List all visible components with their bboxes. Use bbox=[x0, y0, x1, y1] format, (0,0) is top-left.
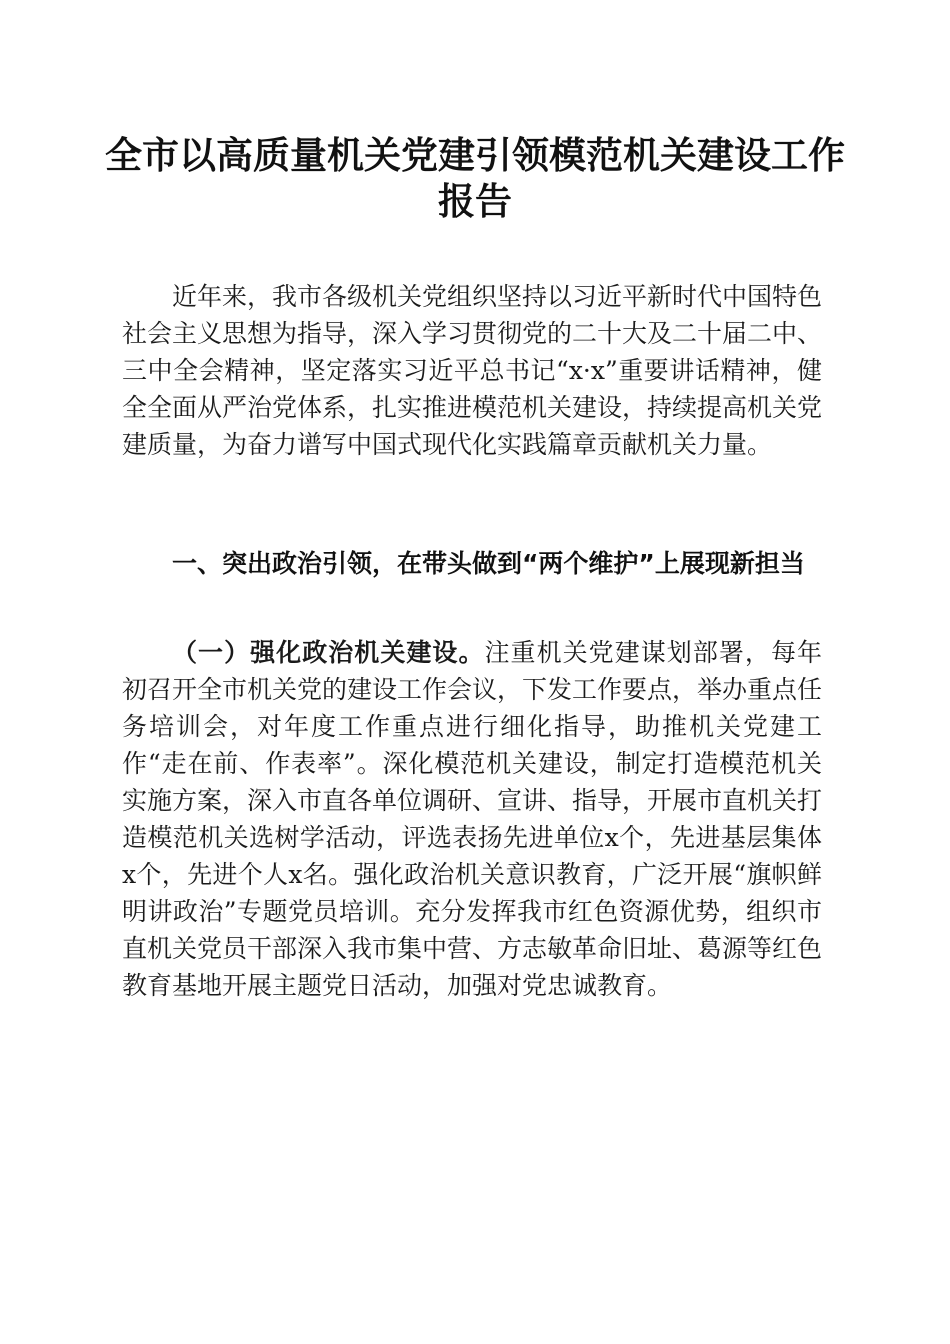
subsection-paragraph-1 bbox=[122, 634, 822, 1004]
intro-paragraph: 近年来，我市各级机关党组织坚持以习近平新时代中国特色社会主义思想为指导，深入学习贯彻党的二十大及二十届二中、三中全会精神，坚定落实习近平总书记“x·x”重要讲话精神，健全全面从严治党体系，扎实推进模范机关建设，持续提高机关党建质量，为奋力谱写中国式现代化实践篇章贡献机关力量。 bbox=[122, 282, 823, 459]
section-heading-1: 一、突出政治引领，在带头做到“两个维护”上展现新担当 bbox=[172, 549, 805, 578]
subsection-body-1: 注重机关党建谋划部署，每年初召开全市机关党的建设工作会议，下发工作要点，举办重点任务培训会，对年度工作重点进行细化指导，助推机关党建工作“走在前、作表率”。深化模范机关建设，制定打造模范机关实施方案，深入市直各单位调研、宣讲、指导，开展市直机关打造模范机关选树学活动，评选表扬先进单位x个，先进基层集体x个，先进个人x名。强化政治机关意识教育，广泛开展“旗帜鲜明讲政治”专题党员培训。充分发挥我市红色资源优势，组织市直机关党员干部深入我市集中营、方志敏革命旧址、葛源等红色教育基地开展主题党日活动，加强对党忠诚教育。 bbox=[122, 638, 823, 1000]
document-title: 全市以高质量机关党建引领模范机关建设工作报告 bbox=[105, 133, 845, 223]
subsection-heading-1: （一）强化政治机关建设。 bbox=[172, 638, 485, 667]
